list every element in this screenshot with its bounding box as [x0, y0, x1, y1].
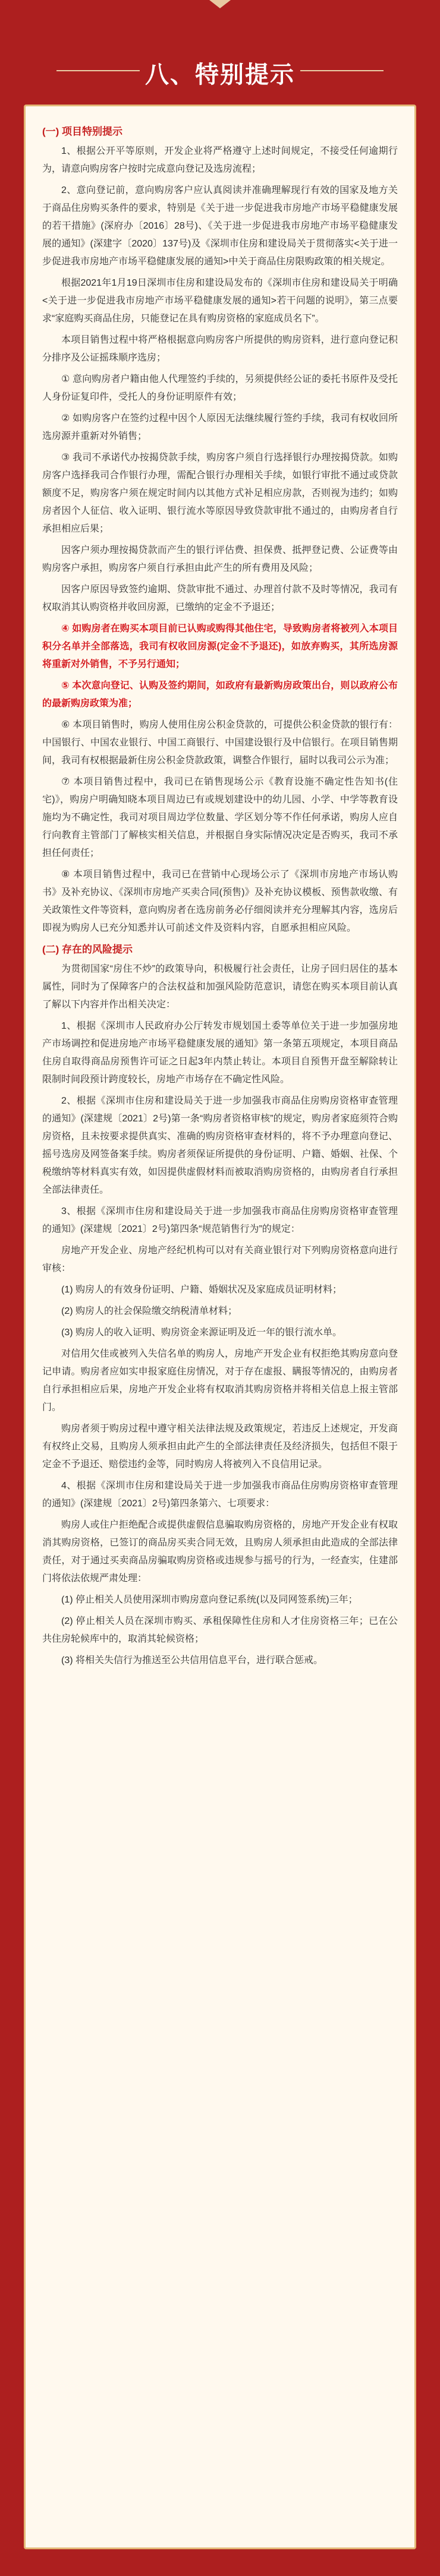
risk-item: 购房人或住户拒绝配合或提供虚假信息骗取购房资格的，房地产开发企业有权取消其购房资格，已签订的商品房买卖合同无效，且购房人须承担由此造成的全部法律责任，对于通过买卖商品房骗取购房资格或违规参与摇号的行为，一经查实，住建部门将依法依规严肃处理：: [42, 1520, 398, 1583]
risk-tips-heading: (二) 存在的风险提示: [42, 944, 133, 955]
project-item: ① 意向购房者户籍由他人代理签约手续的，另须提供经公证的委托书原件及受托人身份证复印件，受托人的身份证明原件有效；: [42, 374, 398, 402]
project-item: ⑦ 本项目销售过程中，我司已在销售现场公示《教育设施不确定性告知书(住宅)》，购房户明确知晓本项目周边已有或规划建设中的幼儿园、小学、中学等教育设施均为不确定性，我司对项目周边学位数量、学区划分等不作任何承诺，购房人应自行向教育主管部门了解核实相关信息，并根据自身实际情况决定是否购买，我司不承担任何责任；: [42, 777, 398, 858]
project-tips-heading: (一) 项目特别提示: [42, 126, 123, 137]
section-title: 八、特别提示: [145, 62, 295, 88]
risk-item: (2) 购房人的社会保险缴交纳税清单材料；: [61, 1306, 238, 1316]
project-item: ⑧ 本项目销售过程中，我司已在营销中心现场公示了《深圳市房地产市场认购书》及补充协议、《深圳市房地产买卖合同(预售)》及补充协议模板、预售款收缴、有关政策性文件等资料，意向购房者在选房前务必仔细阅读并充分理解其内容，选房后即视为购房人已充分知悉并认可前述文件及资料内容，自愿承担相应风险。: [42, 870, 398, 933]
risk-item: (1) 停止相关人员使用深圳市购房意向登记系统(以及同网签系统)三年；: [61, 1595, 358, 1605]
project-item: 因客户原因导致签约逾期、贷款审批不通过、办理首付款不及时等情况，我司有权取消其认购资格并收回房源，已缴纳的定金不予退还；: [42, 584, 398, 612]
risk-item: 2、根据《深圳市住房和建设局关于进一步加强我市商品住房购房资格审查管理的通知》(深建规〔2021〕2号)第一条“购房者资格审核”的规定，购房者家庭须符合购房资格，且未按要求提供真实、准确的购房资格审查材料的，将不予办理意向登记、摇号选房及网签备案手续。购房者须保证所提供的身份证明、户籍、婚姻、社保、个税缴纳等材料真实有效，如因提供虚假材料而被取消购房资格的，由购房者自行承担全部法律责任。: [42, 1096, 398, 1195]
project-item: 本项目销售过程中将严格根据意向购房客户所提供的购房资料，进行意向登记积分排序及公证摇珠顺序选房；: [42, 335, 398, 363]
project-item: 2、意向登记前，意向购房客户应认真阅读并准确理解现行有效的国家及地方关于商品住房购买条件的要求，特别是《关于进一步促进我市房地产市场平稳健康发展的若干措施》(深府办〔2016〕28号)、《关于进一步促进我市房地产市场平稳健康发展的通知》(深建字〔2020〕137号)及《深圳市住房和建设局关于贯彻落实<关于进一步促进我市房地产市场平稳健康发展的通知>中关于商品住房限购政策的相关规定。: [42, 185, 398, 267]
risk-item: 为贯彻国家“房住不炒”的政策导向，积极履行社会责任，让房子回归居住的基本属性，同时为了保障客户的合法权益和加强风险防范意识，请您在购买本项目前认真了解以下内容并作出相关决定：: [42, 964, 398, 1010]
section-title-bar: [0, 42, 440, 101]
project-item: 因客户须办理按揭贷款而产生的银行评估费、担保费、抵押登记费、公证费等由购房客户承担，购房客户须自行承担由此产生的所有费用及风险；: [42, 545, 398, 573]
risk-item: 4、根据《深圳市住房和建设局关于进一步加强我市商品住房购房资格审查管理的通知》(深建规〔2021〕2号)第四条第六、七项要求：: [42, 1481, 398, 1509]
risk-item: 购房者须于购房过程中遵守相关法律法规及政策规定，若违反上述规定，开发商有权终止交易，且购房人须承担由此产生的全部法律责任及经济损失，包括但不限于定金不予退还、赔偿违约金等，同时购房人将被列入不良信用记录。: [42, 1424, 398, 1469]
risk-item: 房地产开发企业、房地产经纪机构可以对有关商业银行对下列购房资格意向进行审核：: [42, 1246, 398, 1273]
risk-item: 1、根据《深圳市人民政府办公厅转发市规划国土委等单位关于进一步加强房地产市场调控和促进房地产市场平稳健康发展的通知》第一条第五项规定，本项目商品住房自取得商品房预售许可证之日起3年内禁止转让。本项目自预售开盘至解除转让限制时间段预计跨度较长，房地产市场存在不确定性风险。: [42, 1021, 398, 1085]
risk-item: (3) 将相关失信行为推送至公共信用信息平台，进行联合惩戒。: [61, 1655, 323, 1665]
project-item-highlight: ④ 如购房者在购买本项目前已认购或购得其他住宅，导致购房者将被列入本项目积分名单并全部落选，我司有权收回房源(定金不予退还)，如放弃购买，其所选房源将重新对外销售，不予另行通知；: [42, 624, 398, 669]
project-item-banks: ⑥ 本项目销售时，购房人使用住房公积金贷款的，可提供公积金贷款的银行有：中国银行、中国农业银行、中国工商银行、中国建设银行及中信银行。在项目销售期间，我司有权根据最新住房公积金贷款政策，调整合作银行，届时以我司公示为准；: [42, 720, 398, 766]
risk-item: 对信用欠佳或被列入失信名单的购房人，房地产开发企业有权拒绝其购房意向登记申请。购房者应如实申报家庭住房情况，对于存在虚报、瞒报等情况的，由购房者自行承担相应后果，房地产开发企业将有权取消其购房资格并将相关信息上报主管部门。: [42, 1349, 398, 1412]
project-item: 根据2021年1月19日深圳市住房和建设局发布的《深圳市住房和建设局关于明确<关于进一步促进我市房地产市场平稳健康发展的通知>若干问题的说明》，第三点要求“家庭购买商品住房，只能登记在具有购房资格的家庭成员名下”。: [42, 278, 398, 324]
project-item: ② 如购房客户在签约过程中因个人原因无法继续履行签约手续，我司有权收回所选房源并重新对外销售；: [42, 413, 398, 441]
risk-item: 3、根据《深圳市住房和建设局关于进一步加强我市商品住房购房资格审查管理的通知》(深建规〔2021〕2号)第四条“规范销售行为”的规定：: [42, 1206, 398, 1234]
title-right-line: [300, 70, 384, 71]
project-item: ③ 我司不承诺代办按揭贷款手续，购房客户须自行选择银行办理按揭贷款。如购房客户选择我司合作银行办理，需配合银行办理相关手续，如银行审批不通过或贷款额度不足，购房客户须在规定时间内以其他方式补足相应房款，否则视为违约；如购房者因个人征信、收入证明、银行流水等原因导致贷款审批不通过的，由购房者自行承担相应后果；: [42, 453, 398, 534]
risk-item: (2) 停止相关人员在深圳市购买、承租保障性住房和人才住房资格三年；已在公共住房轮候库中的，取消其轮候资格；: [42, 1616, 398, 1644]
risk-item: (3) 购房人的收入证明、购房资金来源证明及近一年的银行流水单。: [61, 1327, 342, 1338]
project-item-highlight: ⑤ 本次意向登记、认购及签约期间，如政府有最新购房政策出台，则以政府公布的最新购房政策为准；: [42, 681, 398, 709]
content-card: [24, 105, 416, 2549]
risk-item: (1) 购房人的有效身份证明、户籍、婚姻状况及家庭成员证明材料；: [61, 1285, 342, 1295]
top-arrow-decoration: [209, 0, 231, 8]
project-item: 1、根据公开平等原则，开发企业将严格遵守上述时间规定，不接受任何逾期行为，请意向购房客户按时完成意向登记及选房流程；: [42, 146, 398, 174]
